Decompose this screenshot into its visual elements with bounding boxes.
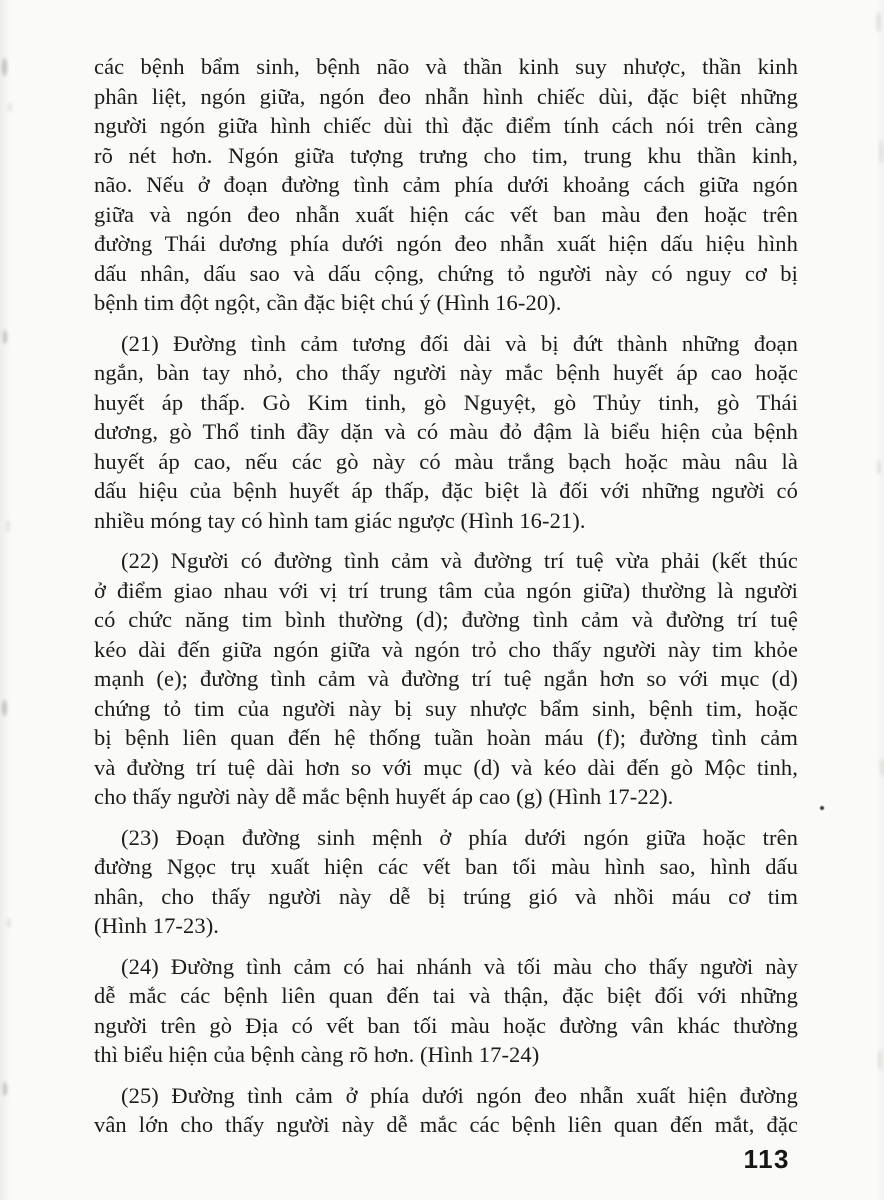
text-line: (22) Người có đường tình cảm và đường trí tuệ vừa phải (kết thúc [121,548,798,573]
paragraph [94,546,798,812]
text-line: não. Nếu ở đoạn đường tình cảm phía dưới khoảng cách giữa ngón [94,172,798,197]
text-line: dễ mắc các bệnh liên quan đến tai và thận, đặc biệt đối với những [94,983,798,1008]
scan-artifact [6,520,10,532]
text-line: các bệnh bẩm sinh, bệnh não và thần kinh suy nhược, thần kinh [94,54,798,79]
text-line: ở điểm giao nhau với vị trí trung tâm của ngón giữa) thường là người [94,577,798,603]
text-line: đường Ngọc trụ xuất hiện các vết ban tối màu hình sao, hình dấu [94,854,798,879]
text-line: giữa và ngón đeo nhẫn xuất hiện các vết ban màu đen hoặc trên [94,201,798,227]
scan-artifact [2,700,7,716]
text-line: kéo dài đến giữa ngón giữa và ngón trỏ cho thấy người này tim khỏe [94,636,798,662]
text-line: người ngón giữa hình chiếc dùi thì đặc điểm tính cách nói trên càng [94,113,798,138]
text-block [94,52,798,1140]
text-line: vân lớn cho thấy người này dễ mắc các bệnh liên quan đến mắt, đặc [94,1112,798,1137]
scan-artifact [876,12,881,32]
paragraph [94,329,798,536]
text-line: cho thấy người này dễ mắc bệnh huyết áp cao (g) (Hình 17-22). [94,784,674,809]
scan-artifact [8,102,12,112]
scan-artifact [879,140,883,164]
scan-artifact [7,918,11,928]
scan-artifact [2,58,7,76]
scan-artifact [878,1050,882,1070]
text-line: đường Thái dương phía dưới ngón đeo nhẫn xuất hiện dấu hiệu hình [94,231,798,256]
scan-speck [820,806,824,810]
page-number: 113 [743,1144,790,1174]
text-line: nhân, cho thấy người này dễ bị trúng gió và nhồi máu cơ tim [94,883,798,909]
text-line: bệnh tim đột ngột, cần đặc biệt chú ý (Hình 16-20). [94,290,562,315]
text-line: (25) Đường tình cảm ở phía dưới ngón đeo nhẫn xuất hiện đường [121,1082,798,1108]
scan-artifact [877,460,881,474]
text-line: (24) Đường tình cảm có hai nhánh và tối màu cho thấy người này [121,953,798,979]
text-line: thì biểu hiện của bệnh càng rõ hơn. (Hình 17-24) [94,1042,540,1067]
scan-artifact [3,330,7,344]
text-line: mạnh (e); đường tình cảm và đường trí tuệ ngắn hơn so với mục (d) [94,666,798,691]
text-line: huyết áp cao, nếu các gò này có màu trắng bạch hoặc màu nâu là [94,448,798,474]
scan-artifact [880,758,884,776]
text-line: bị bệnh liên quan đến hệ thống tuần hoàn máu (f); đường tình cảm [94,725,798,750]
text-line: nhiều móng tay có hình tam giác ngược (Hình 16-21). [94,507,586,533]
text-line: phân liệt, ngón giữa, ngón đeo nhẫn hình chiếc dùi, đặc biệt những [94,83,798,109]
text-line: huyết áp thấp. Gò Kim tinh, gò Nguyệt, gò Thủy tinh, gò Thái [94,389,798,415]
text-line: (Hình 17-23). [94,913,220,938]
paragraph [94,1081,798,1140]
text-line: (23) Đoạn đường sinh mệnh ở phía dưới ngón giữa hoặc trên [121,824,798,850]
text-line: có chức năng tim bình thường (d); đường tình cảm và đường trí tuệ [94,607,798,632]
paragraph [94,52,798,318]
text-line: (21) Đường tình cảm tương đối dài và bị đứt thành những đoạn [121,330,798,356]
text-line: dương, gò Thổ tinh đầy dặn và có màu đỏ đậm là biểu hiện của bệnh [94,419,798,444]
scan-artifact [3,1082,7,1096]
text-line: chứng tỏ tim của người này bị suy nhược bẩm sinh, bệnh tim, hoặc [94,695,798,721]
paragraph [94,823,798,941]
text-line: và đường trí tuệ dài hơn so với mục (d) và kéo dài đến gò Mộc tinh, [94,754,798,780]
text-line: ngắn, bàn tay nhỏ, cho thấy người này mắc bệnh huyết áp cao hoặc [94,360,798,385]
text-line: rõ nét hơn. Ngón giữa tượng trưng cho tim, trung khu thần kinh, [94,142,798,168]
text-line: dấu nhân, dấu sao và dấu cộng, chứng tỏ người này có nguy cơ bị [94,260,798,286]
text-line: người trên gò Địa có vết ban tối màu hoặc đường vân khác thường [94,1012,798,1038]
paragraph [94,952,798,1070]
text-line: dấu hiệu của bệnh huyết áp thấp, đặc biệt là đối với những người có [94,478,798,503]
